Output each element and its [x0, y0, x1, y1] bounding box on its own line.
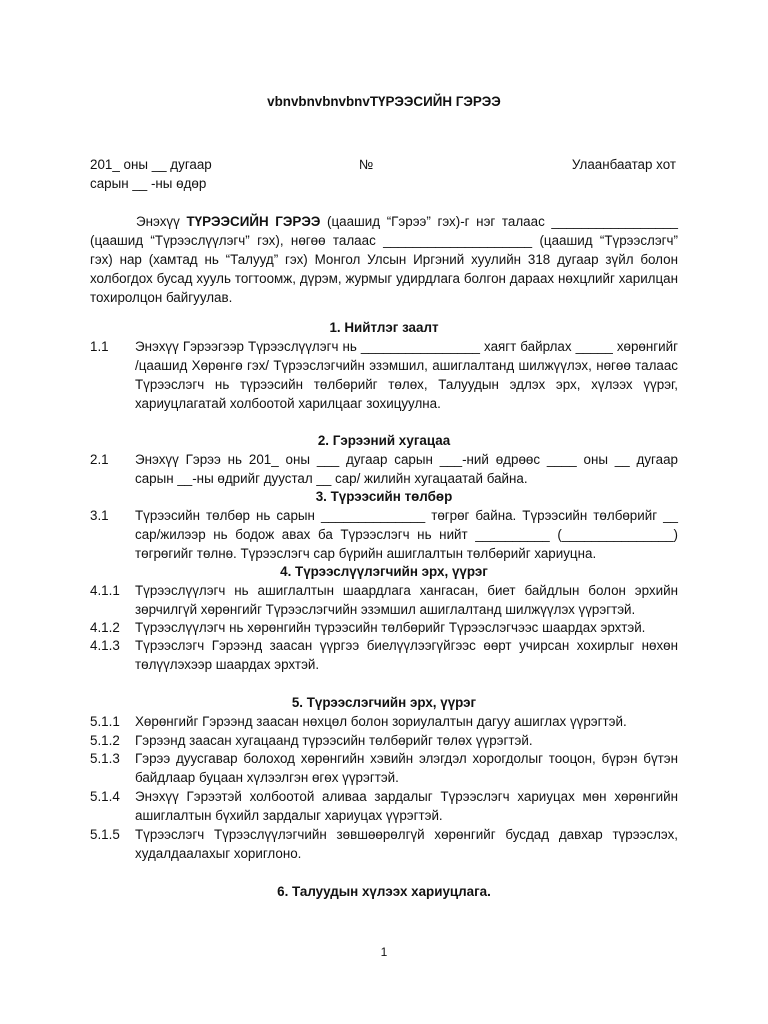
contract-city: Улаанбаатар хот	[571, 157, 676, 172]
intro-bold-term: ТҮРЭЭСИЙН ГЭРЭЭ	[186, 214, 321, 229]
clause-text: Энэхүү Гэрээ нь 201_ оны ___ дугаар сарын ___-ний өдрөөс ____ оны __ дугаар сарын __-ны өдрийг дуустал __ сар/ жилийн хугацаатай байна.	[135, 452, 678, 486]
clause-number: 1.1	[90, 339, 109, 354]
clause-4-1-1	[90, 581, 678, 619]
clause-number: 4.1.3	[90, 638, 120, 653]
document-header	[90, 155, 676, 195]
section-heading-5: 5. Түрээслэгчийн эрх, үүрэг	[291, 695, 477, 710]
clause-text: Энэхүү Гэрээгээр Түрээслүүлэгч нь ________________ хаягт байрлах _____ хөрөнгийг /цаашид Хөрөнгө гэх/ Түрээслэгчийн эзэмшил, ашиглалтанд шилжүүлэх, нөгөө талаас Түрээслэгч нь түрээсийн төлбөрийг төлөх, Талуудын эдлэх эрх, хүлээх үүрэг, хариуцлагатай холбоотой харилцааг зохицуулна.	[135, 339, 678, 411]
clause-5-1-1	[90, 712, 678, 731]
date-line-2: сарын __ -ны өдөр	[90, 176, 207, 191]
clause-number: 5.1.4	[90, 789, 120, 804]
clause-number: 5.1.2	[90, 733, 120, 748]
clause-text: Гэрээнд заасан хугацаанд түрээсийн төлбөрийг төлөх үүрэгтэй.	[135, 733, 533, 748]
section-heading-4: 4. Түрээслүүлэгчийн эрх, үүрэг	[280, 564, 488, 579]
intro-rest: (цаашид “Гэрээ” гэх)-г нэг талаас _________________ (цаашид “Түрээслүүлэгч” гэх), нөгөө талаас ____________________ (цаашид “Түрээслэгч” гэх) нар (хамтад нь “Талууд” гэх) Монгол Улсын Иргэний хуулийн 318 дугаар зүйл болон холбогдох бусад хууль тогтоомж, дүрэм, журмыг удирдлага болгон дараах нөхцлийг харилцан тохиролцон байгуулав.	[90, 214, 679, 305]
section-heading-3: 3. Түрээсийн төлбөр	[315, 489, 453, 504]
contract-number-label: №	[359, 157, 374, 172]
intro-paragraph	[90, 212, 678, 307]
clause-text: Түрээсийн төлбөр нь сарын ______________ төгрөг байна. Түрээсийн төлбөрийг __ сар/жилээр нь бодож авах ба Түрээслэгч нь нийт __________ (_______________) төгрөгийг төлнө. Түрээслэгч сар бүрийн ашиглалтын төлбөрийг хариуцна.	[135, 508, 678, 561]
clause-number: 2.1	[90, 452, 109, 467]
clause-5-1-4	[90, 787, 678, 825]
clause-text: Хөрөнгийг Гэрээнд заасан нөхцөл болон зориулалтын дагуу ашиглах үүрэгтэй.	[135, 714, 627, 729]
clause-text: Гэрээ дуусгавар болоход хөрөнгийн хэвийн элэгдэл хорогдолыг тооцон, бүрэн бүтэн байдлаар буцаан хүлээлгэн өгөх үүрэгтэй.	[135, 751, 678, 785]
clause-text: Түрээслүүлэгч нь ашиглалтын шаардлага хангасан, биет байдлын болон эрхийн зөрчилгүй хөрөнгийг Түрээслэгчийн эзэмшил ашиглалтанд шилжүүлэх үүрэгтэй.	[135, 583, 678, 617]
clause-5-1-2	[90, 731, 678, 750]
date-line-1: 201_ оны __ дугаар	[90, 157, 212, 172]
clause-text: Түрээслэгч Гэрээнд заасан үүргээ биелүүлээгүйгээс өөрт учирсан хохирлыг нөхөн төлүүлэхээр шаардах эрхтэй.	[135, 638, 678, 672]
clause-number: 5.1.5	[90, 827, 120, 842]
clause-text: Түрээслүүлэгч нь хөрөнгийн түрээсийн төлбөрийг Түрээслэгчээс шаардах эрхтэй.	[135, 620, 646, 635]
clause-5-1-5	[90, 825, 678, 863]
clause-number: 5.1.3	[90, 751, 120, 766]
clause-text: Энэхүү Гэрээтэй холбоотой аливаа зардалыг Түрээслэгч хариуцах мөн хөрөнгийн ашиглалтын бүхийл зардалыг хариуцах үүрэгтэй.	[135, 789, 678, 823]
clause-5-1-3	[90, 749, 678, 787]
clause-4-1-2	[90, 618, 678, 637]
section-heading-6: 6. Талуудын хүлээх хариуцлага.	[277, 884, 491, 899]
clause-3-1	[90, 506, 678, 563]
contract-date	[90, 155, 212, 193]
intro-prefix: Энэхүү	[136, 214, 187, 229]
clause-number: 4.1.1	[90, 583, 120, 598]
clause-text: Түрээслэгч Түрээслүүлэгчийн зөвшөөрөлгүй хөрөнгийг бусдад давхар түрээслэх, худалдаалахыг хориглоно.	[135, 827, 678, 861]
clause-4-1-3	[90, 636, 678, 674]
clause-number: 3.1	[90, 508, 109, 523]
clause-number: 5.1.1	[90, 714, 120, 729]
clause-number: 4.1.2	[90, 620, 120, 635]
clause-2-1	[90, 450, 678, 488]
section-heading-1: 1. Нийтлэг заалт	[329, 320, 439, 335]
document-title: vbnvbnvbnvbnvТҮРЭЭСИЙН ГЭРЭЭ	[267, 94, 501, 109]
section-heading-2: 2. Гэрээний хугацаа	[317, 433, 451, 448]
clause-1-1	[90, 337, 678, 413]
page-number: 1	[380, 945, 388, 959]
